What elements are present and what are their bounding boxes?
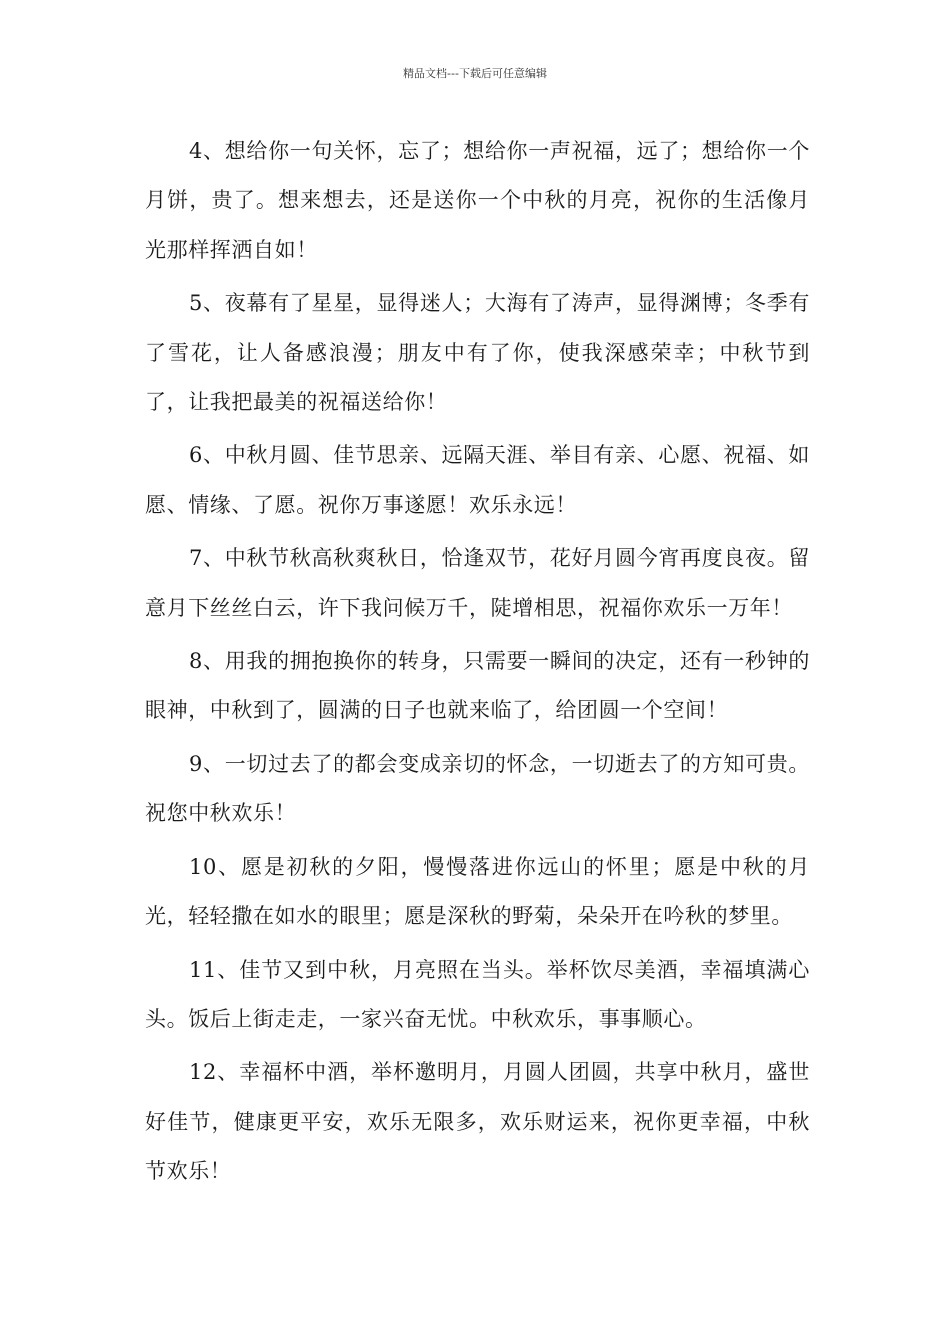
document-body — [145, 127, 810, 1201]
paragraph-6: 6、中秋月圆、佳节思亲、远隔天涯、举目有亲、心愿、祝福、如愿、情缘、了愿。祝你万事遂愿！欢乐永远！ — [145, 443, 810, 517]
paragraph-9: 9、一切过去了的都会变成亲切的怀念，一切逝去了的方知可贵。祝您中秋欢乐！ — [145, 751, 810, 826]
paragraph-8: 8、用我的拥抱换你的转身，只需要一瞬间的决定，还有一秒钟的眼神，中秋到了，圆满的日子也就来临了，给团圆一个空间！ — [145, 649, 810, 723]
paragraph-11: 11、佳节又到中秋，月亮照在当头。举杯饮尽美酒，幸福填满心头。饭后上街走走，一家兴奋无忧。中秋欢乐，事事顺心。 — [145, 957, 810, 1031]
paragraph-10: 10、愿是初秋的夕阳，慢慢落进你远山的怀里；愿是中秋的月光，轻轻撒在如水的眼里；愿是深秋的野菊，朵朵开在吟秋的梦里。 — [145, 854, 810, 929]
paragraph-4: 4、想给你一句关怀，忘了；想给你一声祝福，远了；想给你一个月饼，贵了。想来想去，还是送你一个中秋的月亮，祝你的生活像月光那样挥洒自如！ — [145, 139, 810, 262]
page-header: 精品文档---下载后可任意编辑 — [403, 67, 547, 80]
paragraph-5: 5、夜幕有了星星，显得迷人；大海有了涛声，显得渊博；冬季有了雪花，让人备感浪漫；朋友中有了你，使我深感荣幸；中秋节到了，让我把最美的祝福送给你！ — [145, 291, 810, 415]
paragraph-7: 7、中秋节秋高秋爽秋日，恰逢双节，花好月圆今宵再度良夜。留意月下丝丝白云，许下我问候万千，陡增相思，祝福你欢乐一万年！ — [145, 546, 810, 620]
paragraph-12: 12、幸福杯中酒，举杯邀明月，月圆人团圆，共享中秋月，盛世好佳节，健康更平安，欢乐无限多，欢乐财运来，祝你更幸福，中秋节欢乐！ — [145, 1060, 810, 1184]
